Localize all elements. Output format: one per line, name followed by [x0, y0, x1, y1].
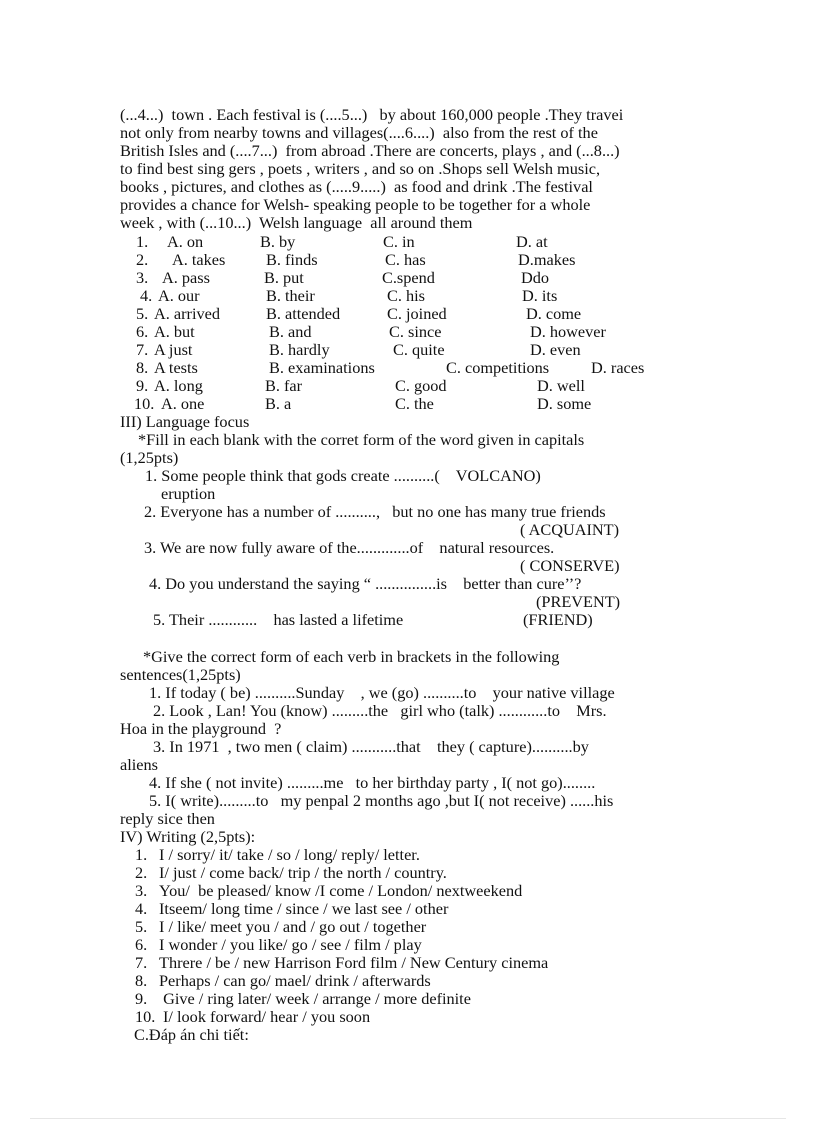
- verb-form-line: 4. If she ( not invite) .........me to her birthday party , I( not go)........: [149, 773, 596, 792]
- mcq-option-d: Ddo: [521, 268, 550, 287]
- mcq-option-d: D. well: [537, 376, 585, 395]
- mcq-option-c: C. his: [387, 286, 426, 305]
- verb-form-line: Hoa in the playground ?: [120, 719, 282, 738]
- passage-line: week , with (...10...) Welsh language all around them: [120, 213, 473, 232]
- mcq-number: 10.: [134, 394, 155, 413]
- writing-number: 10.: [135, 1007, 156, 1026]
- mcq-option-d: D. its: [522, 286, 558, 305]
- mcq-option-a: A. pass: [162, 268, 210, 287]
- word-form-hint: ( ACQUAINT): [520, 520, 620, 539]
- mcq-option-a: A. but: [154, 322, 195, 341]
- answer-heading: C.Đáp án chi tiết:: [134, 1025, 249, 1044]
- mcq-number: 2.: [136, 250, 149, 269]
- word-form-item: 5. Their ............ has lasted a lifetime: [153, 610, 404, 629]
- writing-number: 1.: [135, 845, 148, 864]
- mcq-option-b: B. far: [265, 376, 303, 395]
- passage-line: (...4...) town . Each festival is (....5...) by about 160,000 people .They travei: [120, 105, 624, 124]
- mcq-option-c: C. good: [395, 376, 447, 395]
- mcq-option-a: A. on: [167, 232, 204, 251]
- writing-number: 3.: [135, 881, 148, 900]
- writing-text: Give / ring later/ week / arrange / more definite: [159, 989, 471, 1008]
- mcq-number: 3.: [136, 268, 149, 287]
- verb-form-line: 2. Look , Lan! You (know) .........the girl who (talk) ............to Mrs.: [153, 701, 607, 720]
- writing-number: 6.: [135, 935, 148, 954]
- writing-text: I/ just / come back/ trip / the north / country.: [159, 863, 447, 882]
- word-form-hint: (FRIEND): [523, 610, 593, 629]
- mcq-number: 4.: [140, 286, 153, 305]
- writing-number: 4.: [135, 899, 148, 918]
- word-form-item: 1. Some people think that gods create ..........( VOLCANO): [145, 466, 541, 485]
- section-heading: III) Language focus: [120, 412, 250, 431]
- instruction-text: *Fill in each blank with the corret form of the word given in capitals: [138, 430, 585, 449]
- mcq-option-a: A. long: [154, 376, 203, 395]
- mcq-option-a: A just: [154, 340, 193, 359]
- writing-text: Perhaps / can go/ mael/ drink / afterwards: [159, 971, 431, 990]
- mcq-option-d: D. at: [516, 232, 548, 251]
- passage-line: provides a chance for Welsh- speaking people to be together for a whole: [120, 195, 591, 214]
- mcq-option-c: C. joined: [387, 304, 447, 323]
- mcq-option-d: D. some: [537, 394, 592, 413]
- mcq-option-b: B. hardly: [269, 340, 330, 359]
- mcq-option-c: C. in: [383, 232, 415, 251]
- passage-line: to find best sing gers , poets , writers , and so on .Shops sell Welsh music,: [120, 159, 601, 178]
- instruction-text: sentences(1,25pts): [120, 665, 241, 684]
- writing-text: I / sorry/ it/ take / so / long/ reply/ letter.: [159, 845, 420, 864]
- writing-text: I wonder / you like/ go / see / film / play: [159, 935, 422, 954]
- writing-number: 7.: [135, 953, 148, 972]
- word-form-cont: eruption: [161, 484, 216, 503]
- mcq-option-b: B. and: [269, 322, 312, 341]
- mcq-option-c: C.spend: [382, 268, 435, 287]
- word-form-item: 4. Do you understand the saying “ ...............is better than cure’’?: [149, 574, 582, 593]
- writing-text: I/ look forward/ hear / you soon: [163, 1007, 371, 1026]
- word-form-hint: (PREVENT): [536, 592, 621, 611]
- writing-text: Threre / be / new Harrison Ford film / New Century cinema: [159, 953, 549, 972]
- passage-line: British Isles and (....7...) from abroad .There are concerts, plays , and (...8...): [120, 141, 620, 160]
- mcq-option-d: D.makes: [518, 250, 576, 269]
- verb-form-line: reply sice then: [120, 809, 215, 828]
- verb-form-line: 3. In 1971 , two men ( claim) ...........that they ( capture)..........by: [153, 737, 589, 756]
- mcq-option-b: B. examinations: [269, 358, 375, 377]
- instruction-text: (1,25pts): [120, 448, 179, 467]
- mcq-option-b: B. a: [265, 394, 292, 413]
- mcq-option-c: C. has: [385, 250, 426, 269]
- mcq-number: 8.: [136, 358, 149, 377]
- mcq-option-a: A. one: [161, 394, 205, 413]
- section-heading: IV) Writing (2,5pts):: [120, 827, 256, 846]
- verb-form-line: 1. If today ( be) ..........Sunday , we (go) ..........to your native village: [149, 683, 615, 702]
- page-bottom-divider: [30, 1118, 786, 1119]
- mcq-option-c: C. the: [395, 394, 434, 413]
- mcq-option-c: C. competitions: [446, 358, 550, 377]
- mcq-option-a: A tests: [154, 358, 198, 377]
- mcq-option-b: B. their: [266, 286, 315, 305]
- mcq-option-c: C. since: [389, 322, 442, 341]
- mcq-number: 9.: [136, 376, 149, 395]
- mcq-option-a: A. our: [158, 286, 200, 305]
- writing-text: You/ be pleased/ know /I come / London/ nextweekend: [159, 881, 523, 900]
- writing-number: 2.: [135, 863, 148, 882]
- passage-line: not only from nearby towns and villages(....6....) also from the rest of the: [120, 123, 598, 142]
- mcq-number: 7.: [136, 340, 149, 359]
- mcq-option-b: B. attended: [266, 304, 341, 323]
- mcq-number: 6.: [136, 322, 149, 341]
- mcq-option-d: D. come: [526, 304, 582, 323]
- mcq-option-b: B. finds: [266, 250, 318, 269]
- verb-form-line: 5. I( write).........to my penpal 2 months ago ,but I( not receive) ......his: [149, 791, 614, 810]
- mcq-option-d: D. even: [530, 340, 581, 359]
- mcq-option-a: A. arrived: [154, 304, 220, 323]
- mcq-number: 5.: [136, 304, 149, 323]
- writing-number: 5.: [135, 917, 148, 936]
- passage-line: books , pictures, and clothes as (.....9.....) as food and drink .The festival: [120, 177, 593, 196]
- mcq-option-c: C. quite: [393, 340, 445, 359]
- writing-text: I / like/ meet you / and / go out / together: [159, 917, 427, 936]
- mcq-option-d: D. races: [591, 358, 645, 377]
- mcq-number: 1.: [136, 232, 149, 251]
- verb-form-line: aliens: [120, 755, 158, 774]
- mcq-option-a: A. takes: [172, 250, 226, 269]
- word-form-item: 3. We are now fully aware of the.............of natural resources.: [144, 538, 555, 557]
- mcq-option-b: B. put: [264, 268, 304, 287]
- mcq-option-d: D. however: [530, 322, 606, 341]
- instruction-text: *Give the correct form of each verb in brackets in the following: [143, 647, 560, 666]
- writing-number: 8.: [135, 971, 148, 990]
- mcq-option-b: B. by: [260, 232, 296, 251]
- writing-text: Itseem/ long time / since / we last see / other: [159, 899, 449, 918]
- writing-number: 9.: [135, 989, 148, 1008]
- word-form-hint: ( CONSERVE): [520, 556, 620, 575]
- word-form-item: 2. Everyone has a number of .........., but no one has many true friends: [144, 502, 606, 521]
